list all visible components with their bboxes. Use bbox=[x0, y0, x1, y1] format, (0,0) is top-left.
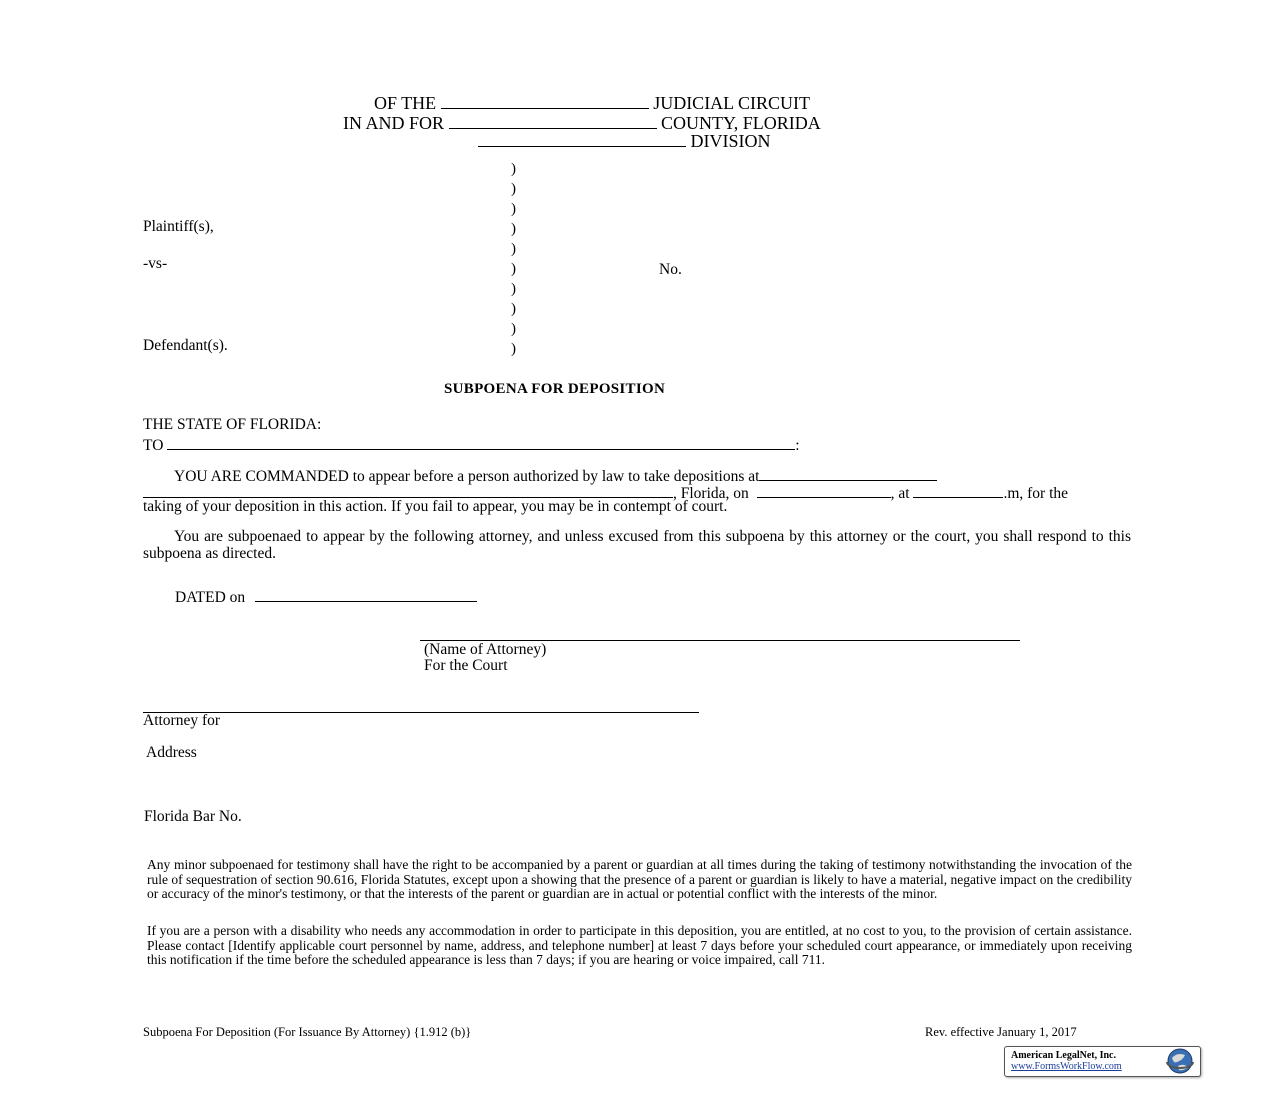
florida-bar-label: Florida Bar No. bbox=[144, 808, 242, 825]
header-county-florida: COUNTY, FLORIDA bbox=[661, 113, 821, 133]
florida-on-text: , Florida, on bbox=[673, 485, 749, 502]
footer-form-id: Subpoena For Deposition (For Issuance By Attorney) {1.912 (b)} bbox=[143, 1025, 472, 1039]
to-line bbox=[143, 435, 800, 455]
location-blank[interactable] bbox=[759, 466, 937, 481]
footer-revision: Rev. effective January 1, 2017 bbox=[925, 1025, 1077, 1039]
court-header-line3 bbox=[478, 132, 771, 151]
dated-blank[interactable] bbox=[255, 587, 477, 602]
caption-paren: ) bbox=[511, 261, 516, 277]
division-blank[interactable] bbox=[478, 132, 686, 147]
attorney-for-line[interactable] bbox=[143, 712, 699, 713]
court-header-line1 bbox=[374, 94, 810, 113]
m-for-the-text: .m, for the bbox=[1003, 485, 1069, 502]
disability-notice: If you are a person with a disability who needs any accommodation in order to participate in this deposition, you are entitled, at no cost to you, to the provision of certain assistance. Please contact [Identify applicable court personnel by name, address, and telephone number] at least 7 days before your scheduled court appearance, or immediately upon receiving this notification if the time before the scheduled appearance is less than 7 days; if you are hearing or voice impaired, call 711. bbox=[147, 923, 1132, 967]
for-the-court-label: For the Court bbox=[424, 657, 508, 674]
header-judicial-circuit: JUDICIAL CIRCUIT bbox=[653, 93, 811, 113]
header-division: DIVISION bbox=[690, 131, 771, 151]
caption-paren: ) bbox=[511, 201, 516, 217]
to-colon: : bbox=[795, 437, 800, 454]
attorney-for-label: Attorney for bbox=[143, 712, 221, 729]
caption-paren: ) bbox=[511, 221, 516, 237]
case-number-label: No. bbox=[659, 261, 682, 278]
minor-notice: Any minor subpoenaed for testimony shall have the right to be accompanied by a parent or guardian at all times during the taking of testimony notwithstanding the invocation of the rule of sequestration of section 90.616, Florida Statutes, except upon a showing that the presence of a parent or guardian is likely to have a material, negative impact on the credibility or accuracy of the minor's testimony, or that the interests of the parent or guardian are in actual or potential conflict with the interests of the minor. bbox=[147, 857, 1132, 901]
header-of-the: OF THE bbox=[374, 93, 437, 113]
address-label: Address bbox=[146, 744, 197, 761]
to-blank[interactable] bbox=[167, 435, 795, 450]
caption-paren: ) bbox=[511, 341, 516, 357]
location-blank-2[interactable] bbox=[143, 483, 673, 498]
date-blank[interactable] bbox=[757, 483, 891, 498]
caption-paren: ) bbox=[511, 281, 516, 297]
header-in-and-for: IN AND FOR bbox=[343, 113, 445, 133]
caption-paren: ) bbox=[511, 301, 516, 317]
dated-label: DATED on bbox=[175, 589, 246, 606]
caption-paren: ) bbox=[511, 241, 516, 257]
logo-url[interactable]: www.FormsWorkFlow.com bbox=[1011, 1061, 1122, 1072]
subpoenaed-paragraph: You are subpoenaed to appear by the following attorney, and unless excused from this subpoena by this attorney or the court, you shall respond to this subpoena as directed. bbox=[143, 528, 1131, 562]
caption-paren: ) bbox=[511, 321, 516, 337]
to-label: TO bbox=[143, 437, 164, 454]
globe-icon bbox=[1163, 1046, 1197, 1076]
logo-company: American LegalNet, Inc. bbox=[1011, 1050, 1116, 1061]
defendant-label: Defendant(s). bbox=[143, 337, 228, 354]
dated-line bbox=[175, 587, 477, 607]
state-of-florida: THE STATE OF FLORIDA: bbox=[143, 416, 322, 433]
caption-paren: ) bbox=[511, 181, 516, 197]
caption-paren: ) bbox=[511, 161, 516, 177]
attorney-name-label: (Name of Attorney) bbox=[424, 641, 547, 658]
circuit-blank[interactable] bbox=[441, 94, 649, 109]
document-title: SUBPOENA FOR DEPOSITION bbox=[444, 381, 666, 397]
time-blank[interactable] bbox=[913, 483, 1003, 498]
commanded-text: YOU ARE COMMANDED to appear before a person authorized by law to take depositions at bbox=[174, 468, 760, 485]
at-text: , at bbox=[890, 485, 910, 502]
county-blank[interactable] bbox=[449, 114, 657, 129]
legalnet-logo[interactable] bbox=[1004, 1046, 1201, 1077]
vs-label: -vs- bbox=[143, 255, 168, 272]
plaintiff-label: Plaintiff(s), bbox=[143, 218, 214, 235]
commanded-line3: taking of your deposition in this action. If you fail to appear, you may be in contempt of court. bbox=[143, 498, 728, 515]
